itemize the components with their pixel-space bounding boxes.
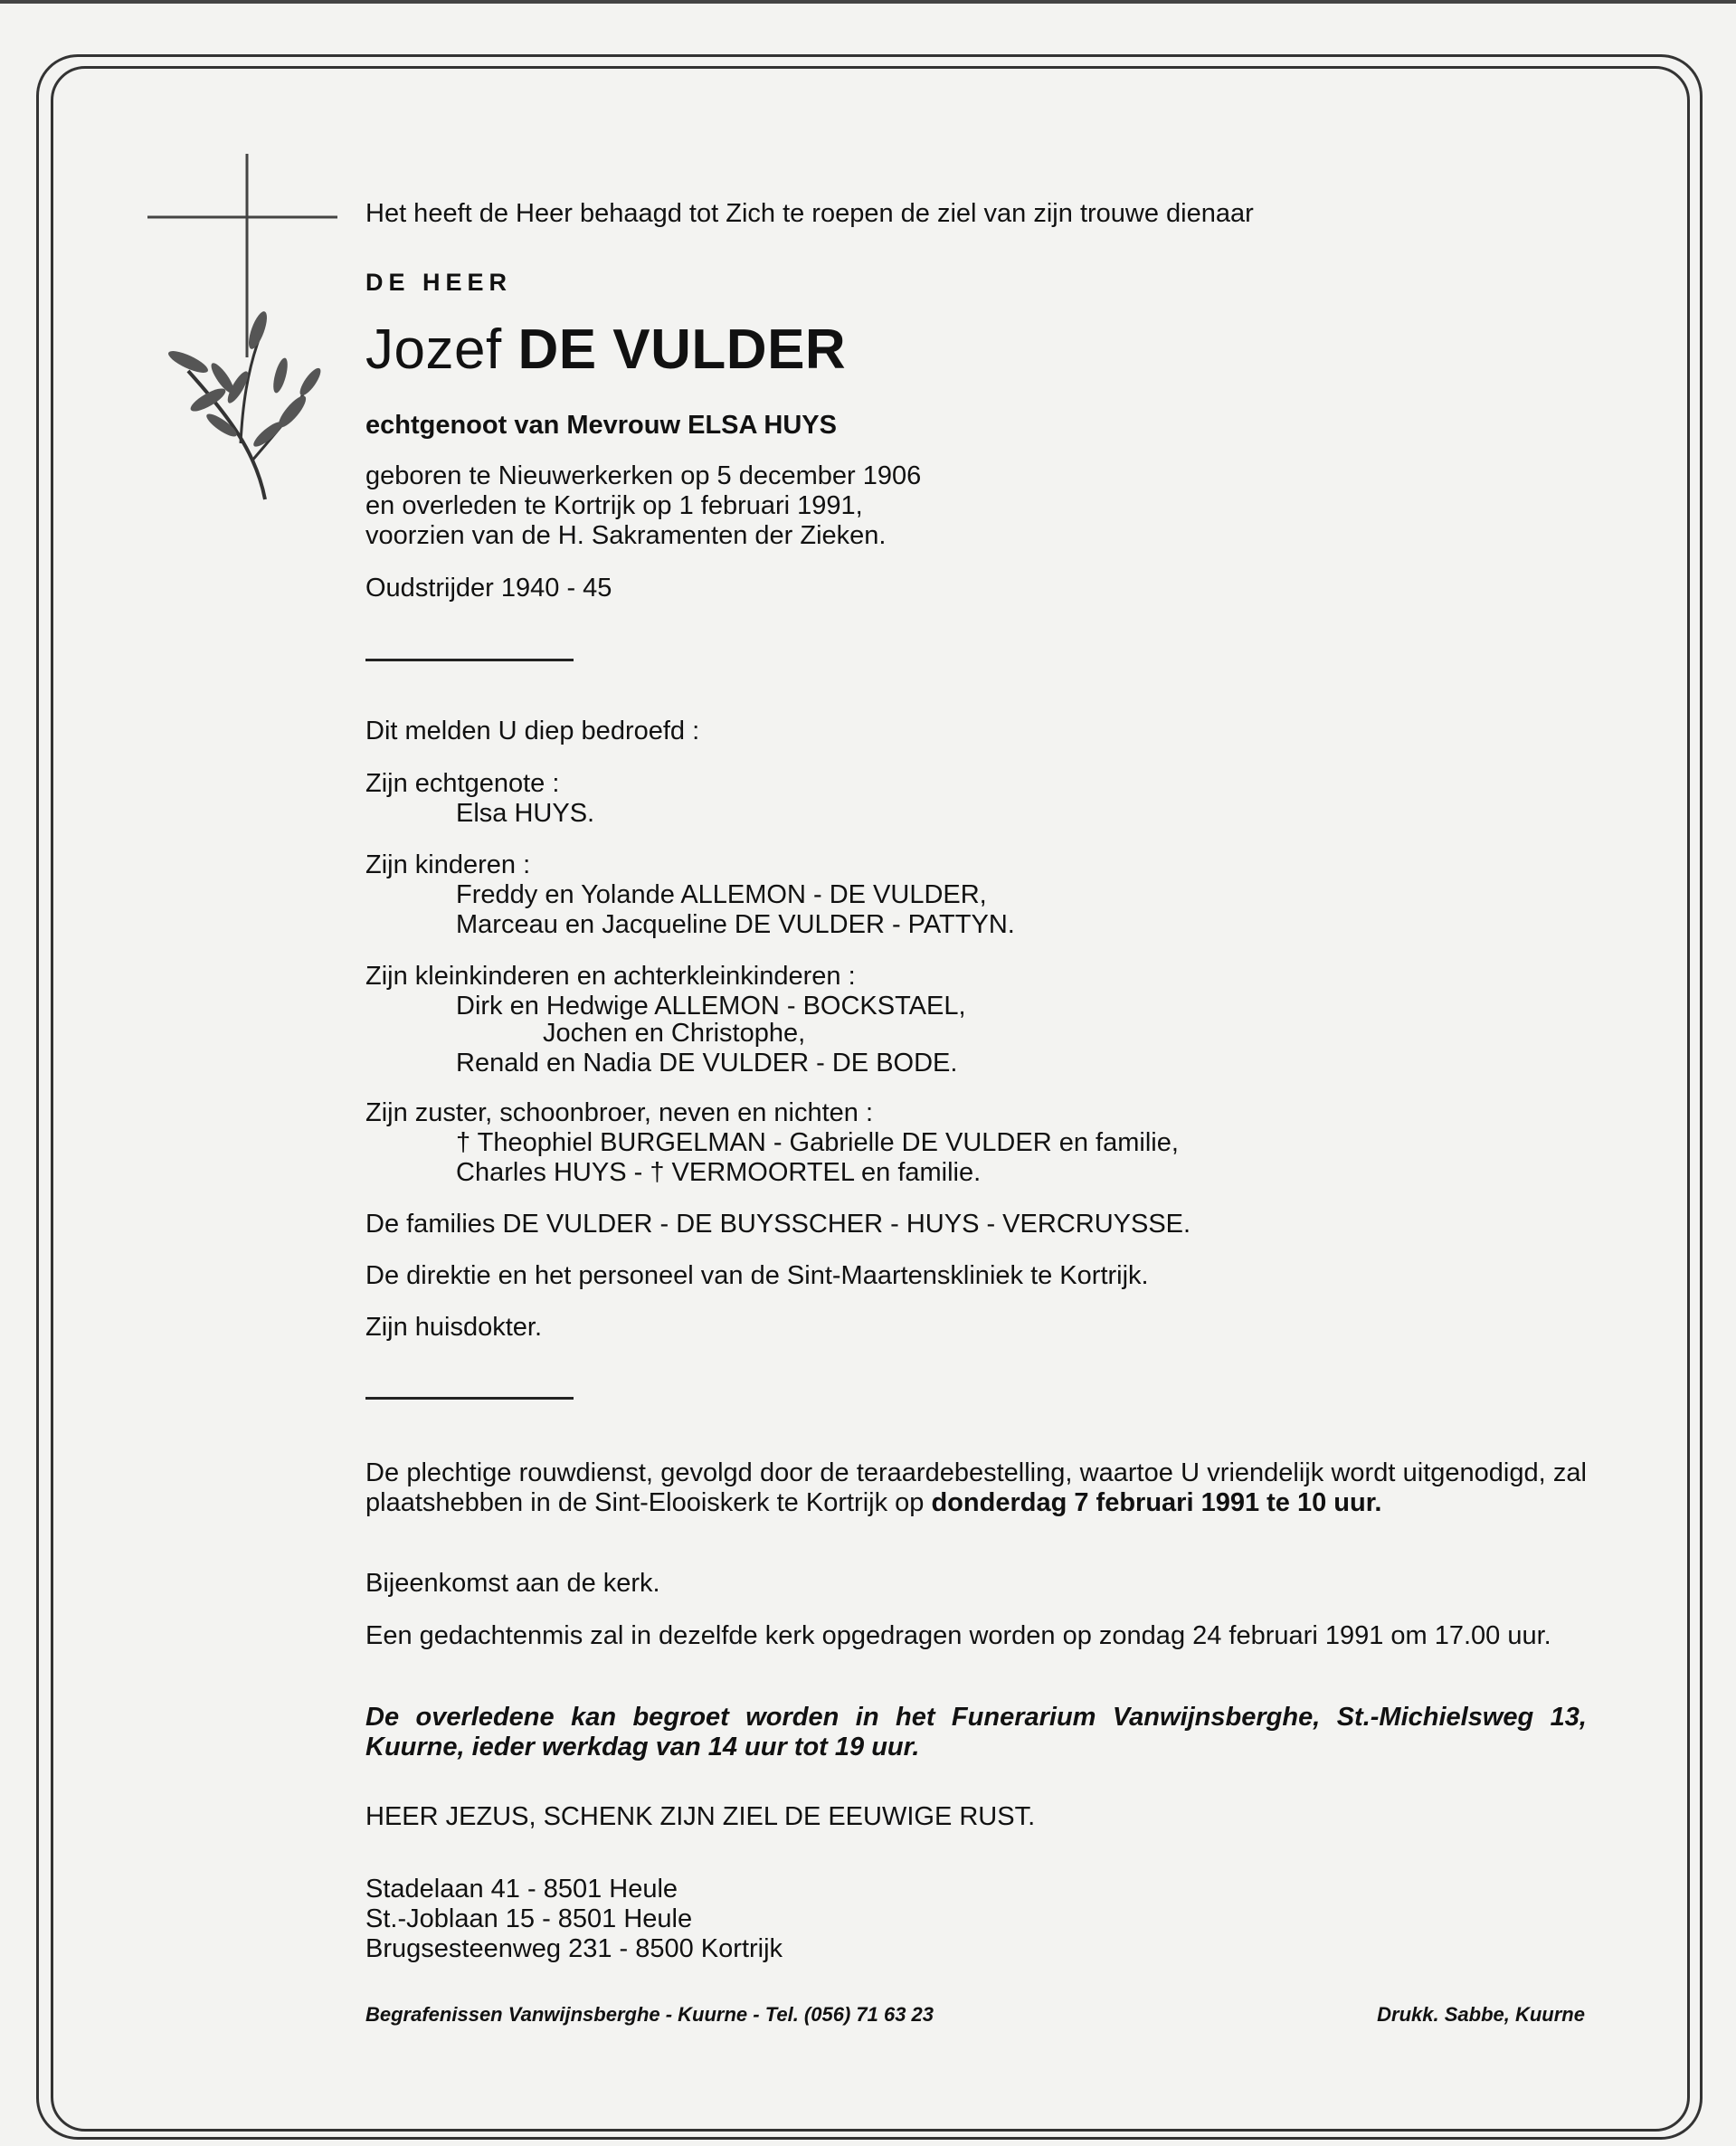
sacraments-line: voorzien van de H. Sakramenten der Zieken. bbox=[365, 521, 887, 550]
memorial-mass-paragraph: Een gedachtenmis zal in dezelfde kerk opgedragen worden op zondag 24 februari 1991 om 17.00 uur. bbox=[365, 1621, 1551, 1650]
grandchild-line: Renald en Nadia DE VULDER - DE BODE. bbox=[456, 1049, 958, 1078]
children-heading: Zijn kinderen : bbox=[365, 850, 531, 879]
service-paragraph bbox=[365, 1458, 1587, 1518]
grandchild-line: Jochen en Christophe, bbox=[543, 1019, 806, 1048]
divider-1 bbox=[365, 659, 574, 661]
address-line: Stadelaan 41 - 8501 Heule bbox=[365, 1875, 678, 1904]
birth-line: geboren te Nieuwerkerken op 5 december 1906 bbox=[365, 461, 922, 490]
top-edge-line bbox=[0, 0, 1736, 4]
gathering-line: Bijeenkomst aan de kerk. bbox=[365, 1569, 660, 1598]
announce-line: Dit melden U diep bedroefd : bbox=[365, 717, 700, 745]
service-text: De plechtige rouwdienst, gevolgd door de teraardebestelling, waartoe U vriendelijk wordt uitgenodigd, zal plaatshebben in de Sint-Elooiskerk te Kortrijk op bbox=[365, 1458, 1587, 1517]
spouse-name: Elsa HUYS. bbox=[456, 799, 595, 828]
siblings-heading: Zijn zuster, schoonbroer, neven en nichten : bbox=[365, 1098, 874, 1127]
families-line: De families DE VULDER - DE BUYSSCHER - HUYS - VERCRUYSSE. bbox=[365, 1210, 1191, 1239]
viewing-paragraph: De overledene kan begroet worden in het Funerarium Vanwijnsberghe, St.-Michielsweg 13, Kuurne, ieder werkdag van 14 uur tot 19 uur. bbox=[365, 1703, 1587, 1761]
child-line: Freddy en Yolande ALLEMON - DE VULDER, bbox=[456, 880, 987, 909]
last-name: DE VULDER bbox=[517, 318, 847, 381]
child-line: Marceau en Jacqueline DE VULDER - PATTYN. bbox=[456, 910, 1015, 939]
death-line: en overleden te Kortrijk op 1 februari 1991, bbox=[365, 491, 863, 520]
funeral-home-footer: Begrafenissen Vanwijnsberghe - Kuurne - Tel. (056) 71 63 23 bbox=[365, 2003, 934, 2026]
title-prefix: DE HEER bbox=[365, 269, 513, 296]
grandchild-line: Dirk en Hedwige ALLEMON - BOCKSTAEL, bbox=[456, 992, 966, 1021]
cross-branch-icon bbox=[134, 145, 342, 525]
first-name: Jozef bbox=[365, 318, 502, 381]
spouse-line: echtgenoot van Mevrouw ELSA HUYS bbox=[365, 411, 837, 440]
deceased-name bbox=[365, 318, 846, 382]
staff-line: De direktie en het personeel van de Sint-Maartenskliniek te Kortrijk. bbox=[365, 1261, 1149, 1290]
sibling-line: † Theophiel BURGELMAN - Gabrielle DE VULDER en familie, bbox=[456, 1128, 1179, 1157]
intro-text: Het heeft de Heer behaagd tot Zich te roepen de ziel van zijn trouwe dienaar bbox=[365, 199, 1254, 228]
service-date: donderdag 7 februari 1991 te 10 uur. bbox=[931, 1488, 1382, 1517]
address-line: St.-Joblaan 15 - 8501 Heule bbox=[365, 1904, 693, 1933]
grandchildren-heading: Zijn kleinkinderen en achterkleinkinderen : bbox=[365, 962, 856, 991]
address-line: Brugsesteenweg 231 - 8500 Kortrijk bbox=[365, 1934, 783, 1963]
sibling-line: Charles HUYS - † VERMOORTEL en familie. bbox=[456, 1158, 982, 1187]
spouse-heading: Zijn echtgenote : bbox=[365, 769, 560, 798]
doctor-line: Zijn huisdokter. bbox=[365, 1313, 543, 1342]
veteran-line: Oudstrijder 1940 - 45 bbox=[365, 574, 612, 603]
divider-2 bbox=[365, 1397, 574, 1400]
printer-footer: Drukk. Sabbe, Kuurne bbox=[1377, 2003, 1585, 2026]
prayer-line: HEER JEZUS, SCHENK ZIJN ZIEL DE EEUWIGE RUST. bbox=[365, 1802, 1036, 1831]
